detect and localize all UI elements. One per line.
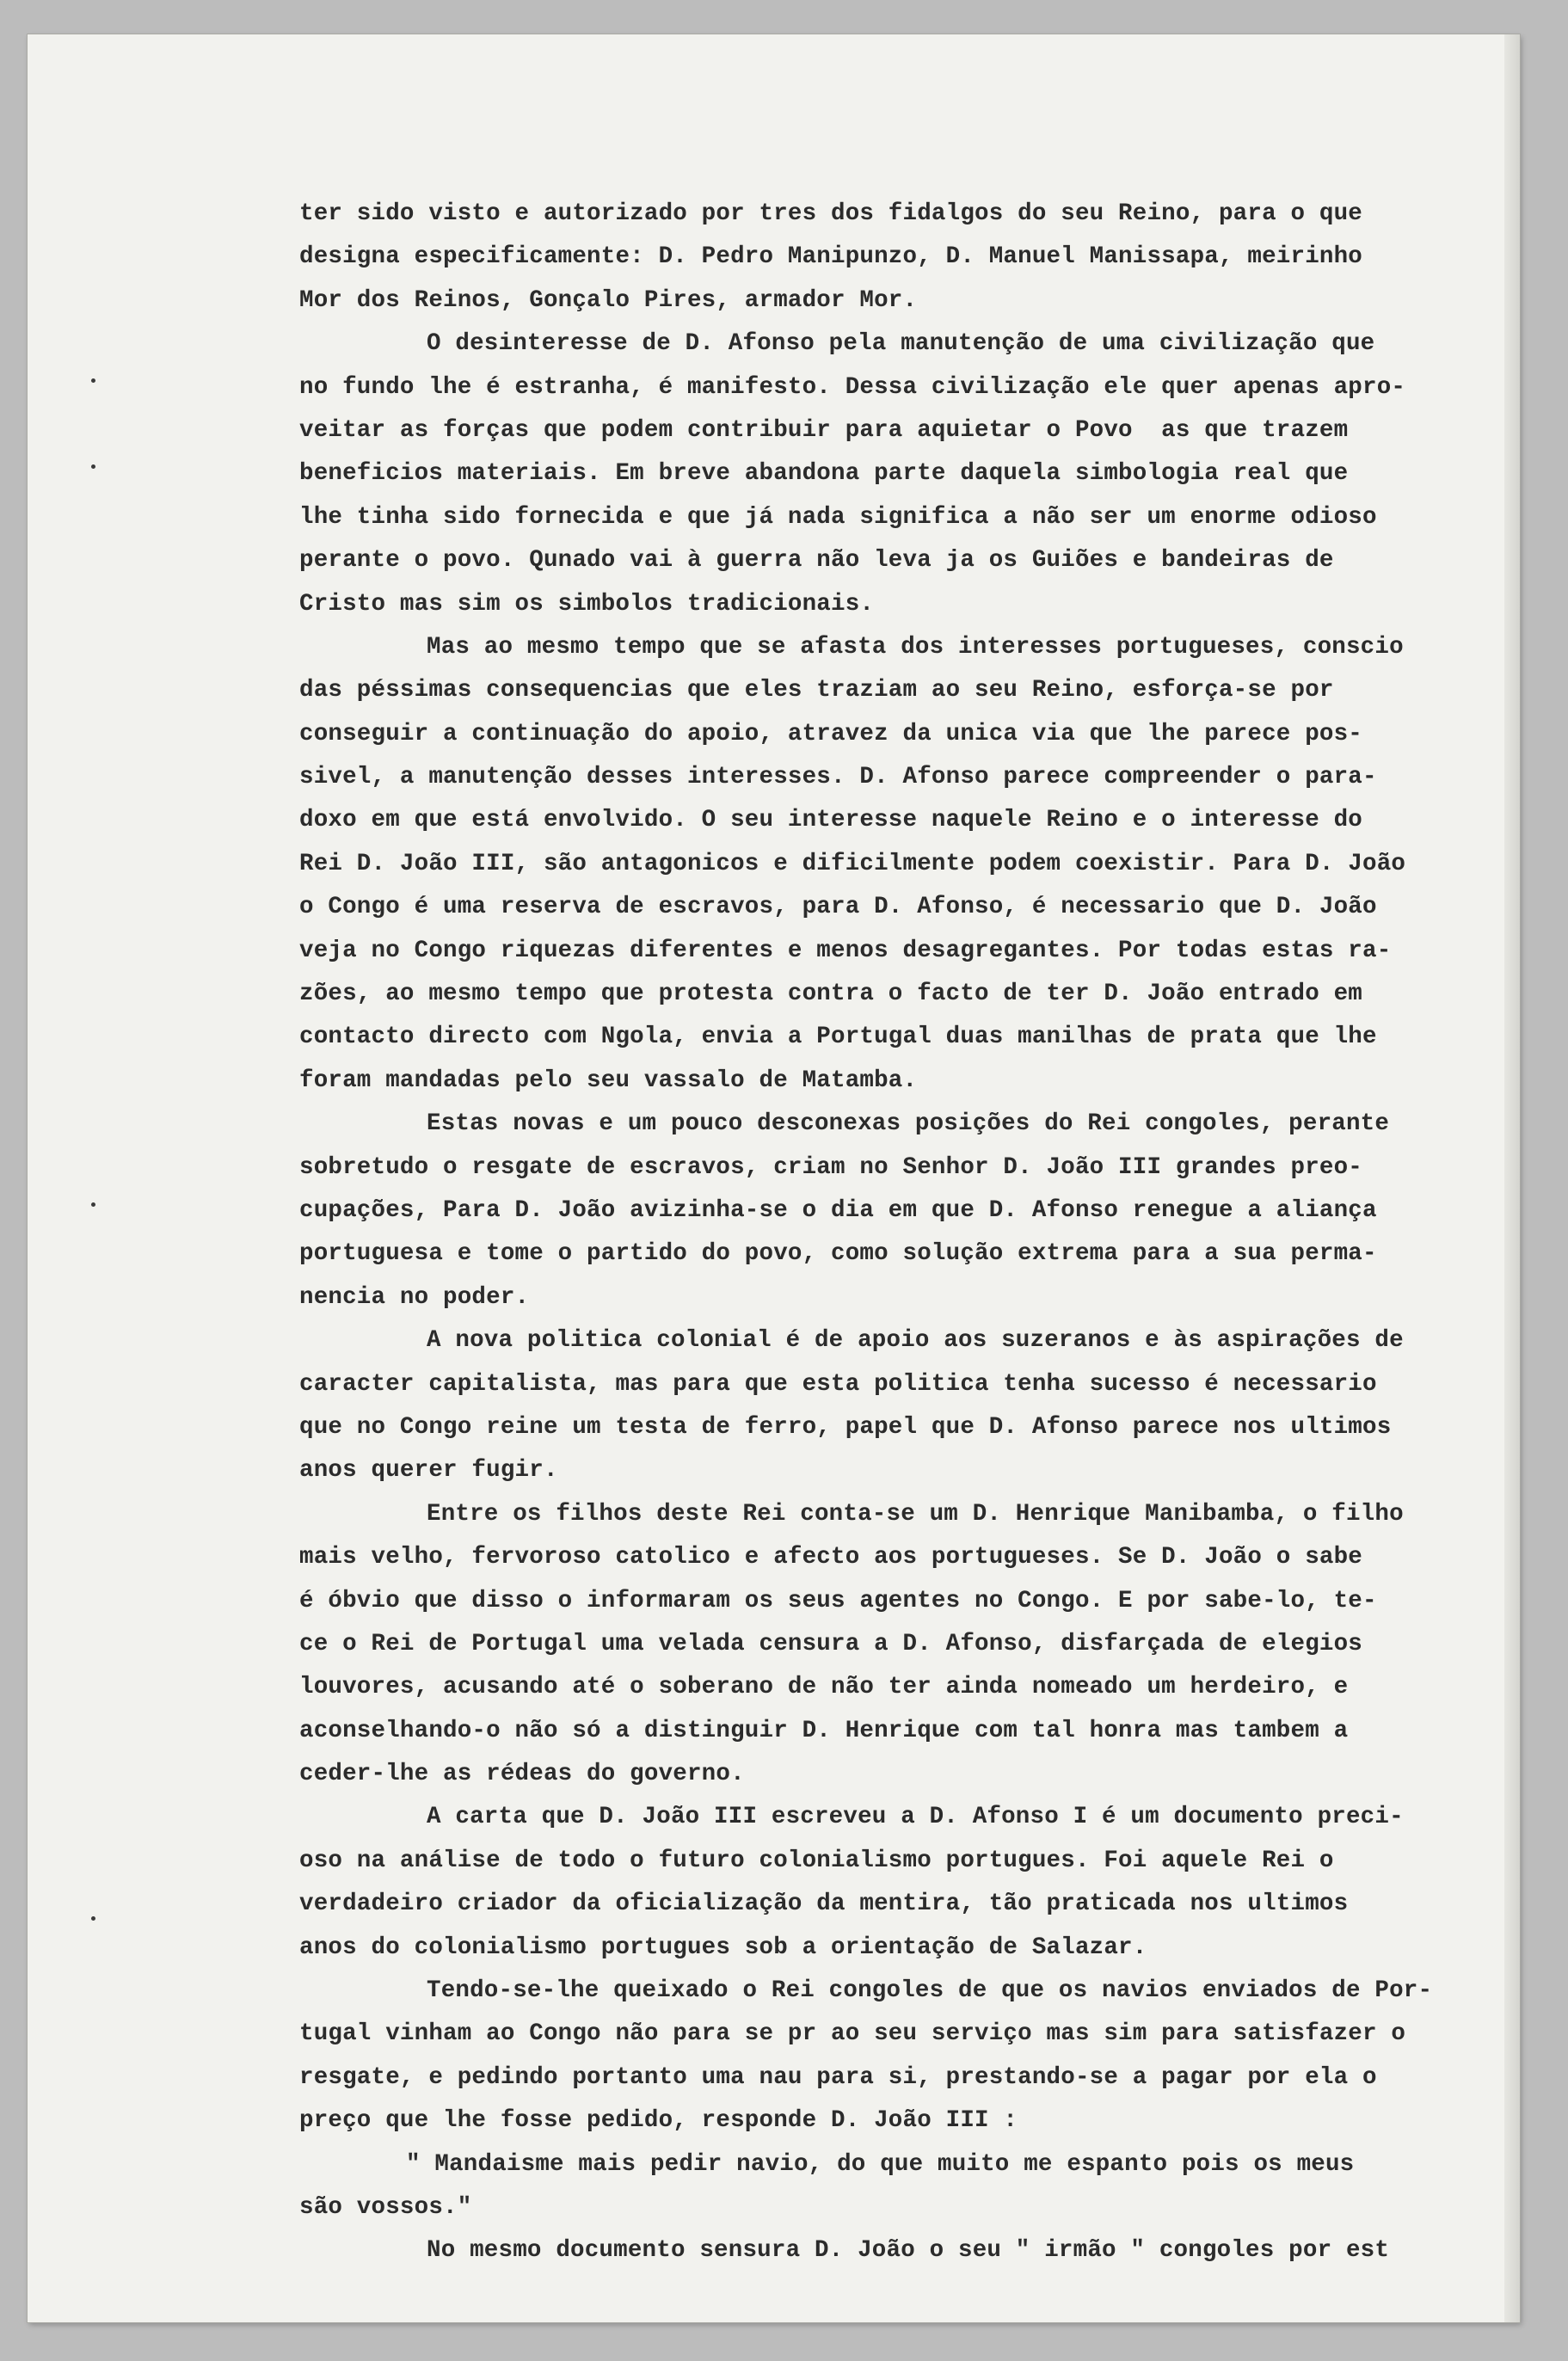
- text-line: que no Congo reine um testa de ferro, papel que D. Afonso parece nos ultimos: [299, 1413, 1392, 1441]
- text-line: verdadeiro criador da oficialização da mentira, tão praticada nos ultimos: [299, 1891, 1349, 1918]
- text-line: anos querer fugir.: [299, 1457, 558, 1485]
- text-line: Rei D. João III, são antagonicos e dificilmente podem coexistir. Para D. João: [299, 850, 1406, 877]
- text-line: " Mandaisme mais pedir navio, do que muito me espanto pois os meus: [406, 2150, 1355, 2178]
- text-line: foram mandadas pelo seu vassalo de Matamba.: [299, 1067, 918, 1094]
- text-line: sivel, a manutenção desses interesses. D. Afonso parece compreender o para-: [299, 764, 1377, 791]
- text-line: doxo em que está envolvido. O seu interesse naquele Reino e o interesse do: [299, 807, 1362, 834]
- text-line: Mas ao mesmo tempo que se afasta dos interesses portugueses, conscio: [427, 633, 1404, 661]
- text-line: resgate, e pedindo portanto uma nau para si, prestando-se a pagar por ela o: [299, 2063, 1377, 2091]
- text-line: no fundo lhe é estranha, é manifesto. Dessa civilização ele quer apenas apro-: [299, 373, 1406, 401]
- text-line: perante o povo. Qunado vai à guerra não leva ja os Guiões e bandeiras de: [299, 547, 1334, 575]
- text-line: das péssimas consequencias que eles traziam ao seu Reino, esforça-se por: [299, 677, 1334, 704]
- text-line: lhe tinha sido fornecida e que já nada significa a não ser um enorme odioso: [299, 503, 1377, 531]
- text-line: nencia no poder.: [299, 1283, 530, 1311]
- text-line: designa especificamente: D. Pedro Manipunzo, D. Manuel Manissapa, meirinho: [299, 243, 1362, 271]
- text-line: portuguesa e tome o partido do povo, como solução extrema para a sua perma-: [299, 1240, 1377, 1268]
- text-line: ter sido visto e autorizado por tres dos fidalgos do seu Reino, para o que: [299, 200, 1362, 227]
- text-line: Entre os filhos deste Rei conta-se um D. Henrique Manibamba, o filho: [427, 1500, 1404, 1528]
- text-line: Cristo mas sim os simbolos tradicionais.: [299, 590, 875, 618]
- text-line: Estas novas e um pouco desconexas posições do Rei congoles, perante: [427, 1110, 1390, 1138]
- text-line: ce o Rei de Portugal uma velada censura a D. Afonso, disfarçada de elegios: [299, 1630, 1362, 1657]
- typewritten-body-text: [299, 193, 1529, 2273]
- margin-mark: [91, 378, 95, 383]
- text-line: preço que lhe fosse pedido, responde D. João III :: [299, 2107, 1018, 2135]
- text-line: o Congo é uma reserva de escravos, para D. Afonso, é necessario que D. João: [299, 894, 1377, 921]
- text-line: veja no Congo riquezas diferentes e menos desagregantes. Por todas estas ra-: [299, 937, 1392, 964]
- margin-mark: [91, 1916, 95, 1921]
- text-line: conseguir a continuação do apoio, atravez da unica via que lhe parece pos-: [299, 720, 1362, 747]
- text-line: tugal vinham ao Congo não para se pr ao seu serviço mas sim para satisfazer o: [299, 2020, 1406, 2048]
- margin-mark: [91, 1202, 95, 1207]
- text-line: mais velho, fervoroso catolico e afecto aos portugueses. Se D. João o sabe: [299, 1544, 1362, 1571]
- margin-mark: [91, 464, 95, 469]
- text-line: são vossos.": [299, 2193, 472, 2221]
- text-line: cupações, Para D. João avizinha-se o dia em que D. Afonso renegue a aliança: [299, 1196, 1377, 1224]
- text-line: contacto directo com Ngola, envia a Portugal duas manilhas de prata que lhe: [299, 1024, 1377, 1051]
- text-line: beneficios materiais. Em breve abandona parte daquela simbologia real que: [299, 460, 1349, 488]
- text-line: aconselhando-o não só a distinguir D. Henrique com tal honra mas tambem a: [299, 1717, 1349, 1744]
- text-line: zões, ao mesmo tempo que protesta contra o facto de ter D. João entrado em: [299, 981, 1362, 1008]
- text-line: No mesmo documento sensura D. João o seu " irmão " congoles por est: [427, 2237, 1390, 2265]
- text-line: A carta que D. João III escreveu a D. Afonso I é um documento preci-: [427, 1804, 1404, 1831]
- text-line: ceder-lhe as rédeas do governo.: [299, 1761, 745, 1788]
- text-line: caracter capitalista, mas para que esta politica tenha sucesso é necessario: [299, 1370, 1377, 1398]
- text-line: é óbvio que disso o informaram os seus agentes no Congo. E por sabe-lo, te-: [299, 1587, 1377, 1614]
- text-line: oso na análise de todo o futuro colonialismo portugues. Foi aquele Rei o: [299, 1847, 1334, 1874]
- text-line: Mor dos Reinos, Gonçalo Pires, armador Mor.: [299, 286, 918, 314]
- text-line: sobretudo o resgate de escravos, criam no Senhor D. João III grandes preo-: [299, 1153, 1362, 1181]
- text-line: veitar as forças que podem contribuir para aquietar o Povo as que trazem: [299, 416, 1349, 444]
- text-line: A nova politica colonial é de apoio aos suzeranos e às aspirações de: [427, 1327, 1404, 1355]
- text-line: anos do colonialismo portugues sob a orientação de Salazar.: [299, 1934, 1147, 1961]
- text-line: Tendo-se-lhe queixado o Rei congoles de que os navios enviados de Por-: [427, 1977, 1433, 2005]
- text-line: O desinteresse de D. Afonso pela manutenção de uma civilização que: [427, 330, 1375, 358]
- text-line: louvores, acusando até o soberano de não ter ainda nomeado um herdeiro, e: [299, 1674, 1349, 1701]
